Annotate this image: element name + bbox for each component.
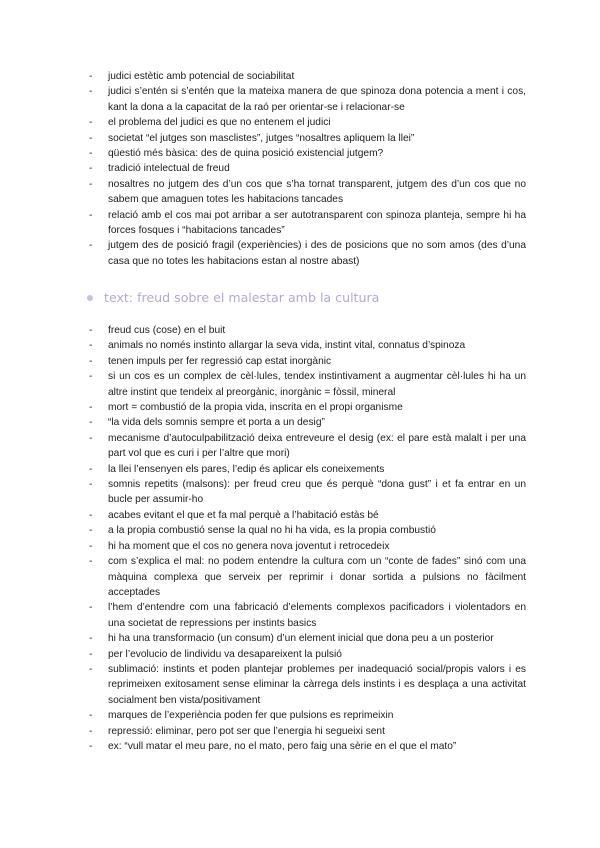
dash-marker: -	[89, 325, 93, 336]
list-item-text: judici estètic amb potencial de sociabilitat	[108, 71, 295, 82]
list-item-text: societat “el jutges son masclistes”, jutges “nosaltres apliquem la llei”	[108, 132, 415, 144]
list-item-text: hi ha una transformacio (un consum) d’un element inicial que dona peu a un posterior	[108, 633, 494, 645]
dash-marker: -	[89, 163, 93, 175]
list-item-text: ex: “vull matar el meu pare, no el mato, pero faig una sèrie en el que el mato”	[108, 740, 457, 752]
list-item	[0, 415, 600, 430]
list-item	[0, 115, 600, 130]
list-item-text: repressió: eliminar, pero pot ser que l’energia hi segueixi sent	[108, 725, 385, 737]
list-item	[0, 131, 600, 146]
dash-marker: -	[89, 663, 93, 675]
list-item	[0, 539, 600, 554]
list-item	[0, 647, 600, 662]
list-item	[0, 739, 600, 754]
list-item	[0, 662, 600, 708]
list-item-text: jutgem des de posició fragil (experiències) i des de posicions que no som amos (des d’una casa que no totes les habitacions estan al nostre abast)	[108, 240, 526, 267]
list-item	[0, 554, 600, 600]
dash-marker: -	[89, 509, 93, 521]
list-item	[0, 177, 600, 208]
list-item-text: si un cos es un complex de cèl·lules, tendex instintivament a augmentar cèl·lules hi ha un altre instint que tendeix al preorgànic, inorgànic = fòssil, mineral	[108, 371, 526, 398]
dash-marker: -	[89, 402, 93, 414]
dash-marker: -	[89, 117, 93, 129]
list-item	[0, 338, 600, 353]
list-item	[0, 708, 600, 723]
list-item-text: somnis repetits (malsons): per freud creu que és perquè “dona gust” i et fa entrar en un bucle per assumir-ho	[108, 479, 526, 506]
list-item-text: marques de l’experiència poden fer que pulsions es reprimeixin	[108, 710, 394, 722]
list-item	[0, 400, 600, 415]
list-item	[0, 600, 600, 631]
list-item	[0, 161, 600, 176]
list-item	[0, 208, 600, 239]
section-heading-text: text: freud sobre el malestar amb la cultura	[104, 290, 380, 305]
list-item-text: mort = combustió de la propia vida, inscrita en el propi organisme	[108, 402, 403, 414]
bullet-icon	[87, 295, 93, 301]
list-item-text: animals no només instinto allargar la seva vida, instint vital, connatus d’spinoza	[108, 340, 466, 352]
dash-marker: -	[89, 633, 93, 645]
dash-marker: -	[89, 740, 93, 752]
list-item-text: l’hem d’entendre com una fabricació d’elements complexos pacificadors i violentadors en una societat de repressions per instints basics	[108, 602, 526, 629]
list-item	[0, 431, 600, 462]
list-item-text: relació amb el cos mai pot arribar a ser autotransparent con spinoza planteja, sempre hi ha forces fosques i “habitacions tancades”	[108, 209, 526, 237]
dash-marker: -	[89, 725, 93, 737]
section-heading	[87, 290, 379, 305]
dash-marker: -	[89, 479, 93, 491]
list-item-text: tradició intelectual de freud	[108, 163, 230, 175]
dash-marker: -	[89, 602, 93, 614]
list-item-text: sublimació: instints et poden plantejar problemes per inadequació social/propis valors i es reprimeixen exitosament sense eliminar la càrrega dels instints i es desplaça a una activitat socialment ben vista/positivament	[108, 663, 526, 706]
dash-marker: -	[89, 340, 93, 352]
notes-list-judici	[0, 69, 600, 269]
dash-marker: -	[89, 178, 93, 190]
list-item	[0, 146, 600, 161]
list-item-text: “la vida dels somnis sempre et porta a un desig”	[108, 417, 325, 429]
list-item-text: el problema del judici es que no entenem el judici	[108, 117, 331, 129]
list-item-text: freud cus (cose) en el buit	[108, 325, 226, 336]
dash-marker: -	[89, 525, 93, 537]
dash-marker: -	[89, 648, 93, 660]
list-item-text: hi ha moment que el cos no genera nova joventut i retrocedeix	[108, 540, 390, 552]
list-item-text: a la propia combustió sense la qual no hi ha vida, es la propia combustió	[108, 525, 436, 537]
list-item-text: qüestió més bàsica: des de quina posició existencial jutgem?	[108, 148, 384, 160]
dash-marker: -	[89, 710, 93, 722]
list-item	[0, 724, 600, 739]
list-item-text: com s’explica el mal: no podem entendre la cultura com un “conte de fades” sinó com una màquina complexa que serveix per reprimir i donar sortida a pulsions no fàcilment acceptades	[108, 556, 526, 598]
dash-marker: -	[89, 540, 93, 552]
dash-marker: -	[89, 355, 93, 367]
list-item	[0, 84, 600, 115]
list-item-text: judici s’entén si s’entén que la mateixa manera de que spinoza dona potencia a ment i cos, kant la dona a la capacitat de la raó per orientar-se i relacionar-se	[108, 86, 526, 113]
dash-marker: -	[89, 240, 93, 252]
list-item-text: per l’evolucio de lindividu va desapareixent la pulsió	[108, 648, 342, 660]
dash-marker: -	[89, 71, 93, 82]
dash-marker: -	[89, 417, 93, 429]
list-item	[0, 69, 600, 84]
list-item	[0, 523, 600, 538]
list-item-text: nosaltres no jutgem des d’un cos que s’ha tornat transparent, jutgem des d’un cos que no sabem que amaguen totes les habitacions tancades	[108, 178, 526, 206]
list-item-text: tenen impuls per fer regressió cap estat inorgànic	[108, 355, 332, 367]
list-item	[0, 462, 600, 477]
dash-marker: -	[89, 371, 93, 383]
notes-list-freud	[0, 323, 600, 754]
list-item	[0, 631, 600, 646]
list-item-text: mecanisme d’autoculpabilització deixa entreveure el desig (ex: el pare està malalt i per una part vol que es curi i per l’altre que mori)	[108, 432, 526, 460]
dash-marker: -	[89, 132, 93, 144]
dash-marker: -	[89, 463, 93, 475]
dash-marker: -	[89, 556, 93, 568]
dash-marker: -	[89, 209, 93, 221]
list-item	[0, 477, 600, 508]
dash-marker: -	[89, 86, 93, 98]
list-item	[0, 354, 600, 369]
list-item	[0, 323, 600, 338]
list-item-text: acabes evitant el que et fa mal perquè a l’habitació estàs bé	[108, 509, 379, 521]
list-item	[0, 238, 600, 269]
list-item	[0, 508, 600, 523]
list-item-text: la llei l’ensenyen els pares, l’edip és aplicar els coneixements	[108, 463, 385, 475]
dash-marker: -	[89, 148, 93, 160]
list-item	[0, 369, 600, 400]
dash-marker: -	[89, 432, 93, 444]
